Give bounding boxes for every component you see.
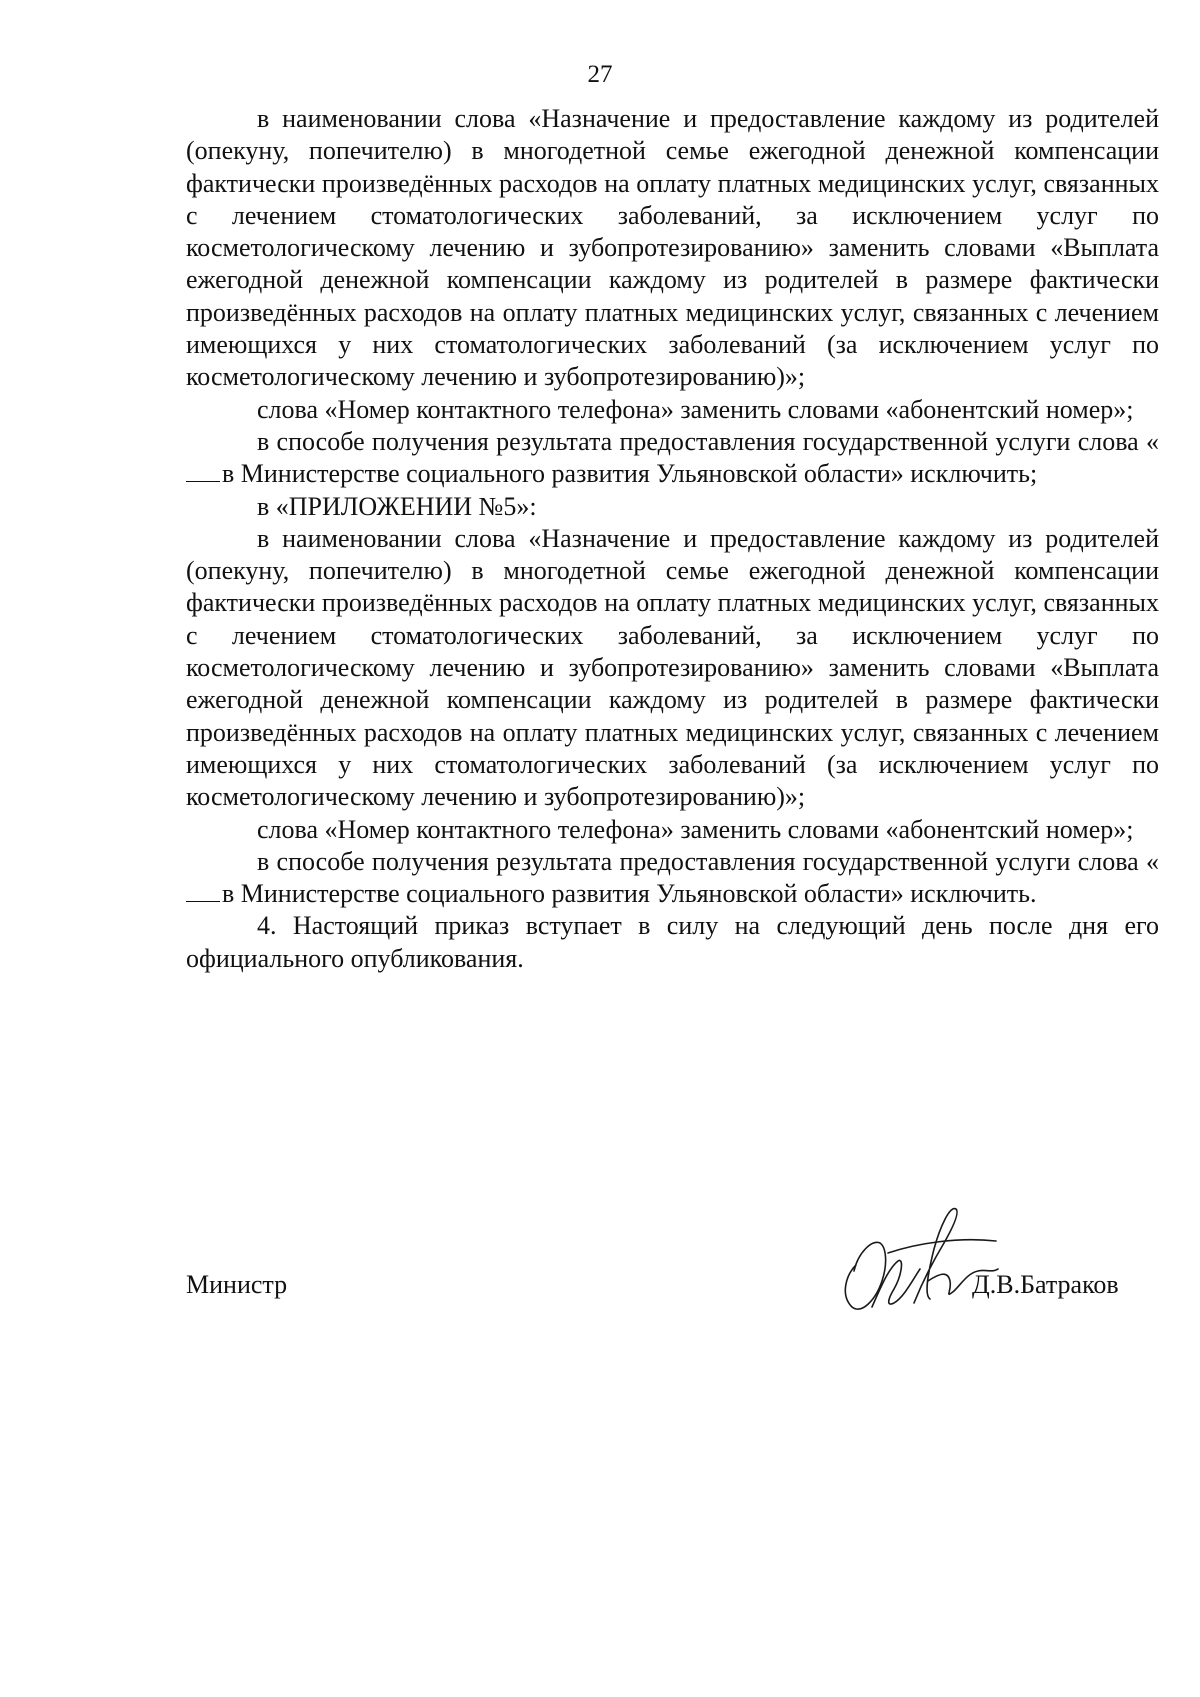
paragraph-title-change-1: в наименовании слова «Назначение и предоставление каждому из родителей (опекуну, попечителю) в многодетной семье ежегодной денежной компенсации фактически произведённых расходов на оплату платных медицинских услуг, связанных с лечением стоматологических заболеваний, за исключением услуг по косметологическому лечению и зубопротезированию» заменить словами «Выплата ежегодной денежной компенсации каждому из родителей в размере фактически произведённых расходов на оплату платных медицинских услуг, связанных с лечением имеющихся у них стоматологических заболеваний (за исключением услуг по косметологическому лечению и зубопротезированию)»;	[186, 104, 1159, 392]
paragraph-phone-change-2: слова «Номер контактного телефона» заменить словами «абонентский номер»;	[257, 814, 1134, 844]
blank-after-1: в Министерстве социального развития Ульяновской области»	[222, 459, 904, 489]
result-method-text-2: в способе получения результата предоставления государственной услуги	[257, 846, 1071, 876]
result-method-text-1: в способе получения результата предоставления государственной услуги	[257, 426, 1071, 456]
document-body	[186, 103, 1159, 975]
blank-underline-2	[186, 881, 220, 902]
handwritten-signature	[828, 1203, 1008, 1323]
page-number: 27	[587, 61, 613, 88]
signer-name: Д.В.Батраков	[972, 1270, 1119, 1299]
blank-end-1: исключить;	[910, 459, 1038, 489]
paragraph-result-method-1	[186, 426, 1159, 491]
blank-before-2: слова «	[1077, 846, 1160, 876]
signature-block	[186, 1255, 1146, 1315]
blank-end-2: исключить.	[910, 879, 1037, 909]
signer-position: Министр	[186, 1270, 288, 1299]
paragraph-appendix-5: в «ПРИЛОЖЕНИИ №5»:	[257, 491, 537, 521]
paragraph-effective-date: 4. Настоящий приказ вступает в силу на следующий день после дня его официального опубликования.	[186, 911, 1159, 973]
paragraph-title-change-2: в наименовании слова «Назначение и предоставление каждому из родителей (опекуну, попечителю) в многодетной семье ежегодной денежной компенсации фактически произведённых расходов на оплату платных медицинских услуг, связанных с лечением стоматологических заболеваний, за исключением услуг по косметологическому лечению и зубопротезированию» заменить словами «Выплата ежегодной денежной компенсации каждому из родителей в размере фактически произведённых расходов на оплату платных медицинских услуг, связанных с лечением имеющихся у них стоматологических заболеваний (за исключением услуг по косметологическому лечению и зубопротезированию)»;	[186, 523, 1159, 812]
paragraph-phone-change-1: слова «Номер контактного телефона» заменить словами «абонентский номер»;	[257, 394, 1134, 424]
blank-after-2: в Министерстве социального развития Ульяновской области»	[222, 879, 904, 909]
blank-underline-1	[186, 461, 220, 482]
paragraph-result-method-2	[186, 846, 1159, 911]
blank-before-1: слова «	[1077, 426, 1160, 456]
